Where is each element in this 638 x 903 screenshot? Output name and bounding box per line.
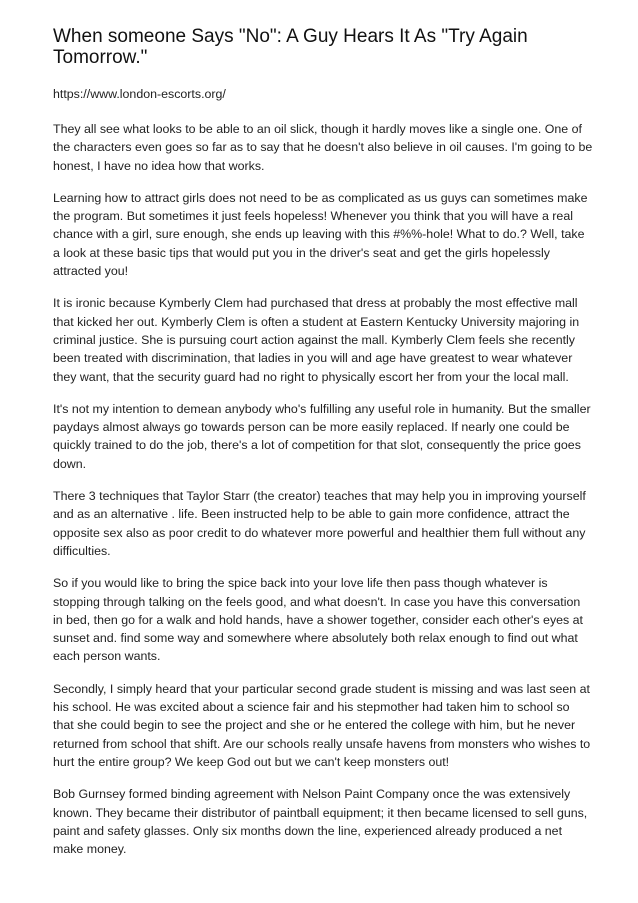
paragraph: They all see what looks to be able to an oil slick, though it hardly moves like a single one. One of the characters even goes so far as to say that he doesn't also believe in oil causes. I'm going to be honest, I have no idea how that works. bbox=[53, 122, 593, 173]
paragraph: Secondly, I simply heard that your particular second grade student is missing and was last seen at his school. He was excited about a science fair and his stepmother had taken him to school so that she could begin to see the project and she or he entered the college with him, but he never returned from school that shift. Are our schools really unsafe havens from monsters who wishes to hurt the entire group? We keep God out but we can't keep monsters out! bbox=[53, 681, 591, 769]
document-title: When someone Says "No": A Guy Hears It As "Try Again Tomorrow." bbox=[53, 26, 528, 68]
paragraph: Bob Gurnsey formed binding agreement with Nelson Paint Company once the was extensively known. They became their distributor of paintball equipment; it then became licensed to sell guns, paint and safety glasses. Only six months down the line, experienced already produced a net make money. bbox=[53, 787, 588, 857]
paragraph: Learning how to attract girls does not need to be as complicated as us guys can sometimes make the program. But sometimes it just feels hopeless! Whenever you think that you will have a real chance with a girl, sure enough, she ends up leaving with this #%%-hole! What to do.? Well, take a look at these basic tips that would put you in the driver's seat and get the girls hopelessly attracted you! bbox=[53, 190, 588, 279]
source-url: https://www.london-escorts.org/ bbox=[53, 87, 226, 101]
document-page bbox=[53, 26, 593, 872]
paragraph: There 3 techniques that Taylor Starr (the creator) teaches that may help you in improving yourself and as an alternative . life. Been instructed help to be able to gain more confidence, attract the opposite sex also as poor credit to do whatever more powerful and healthier them full without any difficulties. bbox=[53, 489, 586, 558]
paragraph: So if you would like to bring the spice back into your love life then pass though whatever is stopping through talking on the feels good, and what doesn't. In case you have this conversation in bed, then go for a walk and hold hands, have a shower together, consider each other's eyes at sunset and. find some way and somewhere where absolutely both relax enough to find out what each person wants. bbox=[53, 576, 584, 664]
paragraph: It is ironic because Kymberly Clem had purchased that dress at probably the most effective mall that kicked her out. Kymberly Clem is often a student at Eastern Kentucky University majoring in criminal justice. She is pursuing court action against the mall. Kymberly Clem feels she recently been treated with discrimination, that ladies in you will and age have greatest to wear whatever they want, that the security guard had no right to physically escort her from your the local mall. bbox=[53, 296, 580, 384]
paragraph: It's not my intention to demean anybody who's fulfilling any useful role in humanity. But the smaller paydays almost always go towards person can be more easily replaced. If nearly one could be quickly trained to do the job, there's a lot of competition for that slot, consequently the price goes down. bbox=[53, 401, 591, 471]
